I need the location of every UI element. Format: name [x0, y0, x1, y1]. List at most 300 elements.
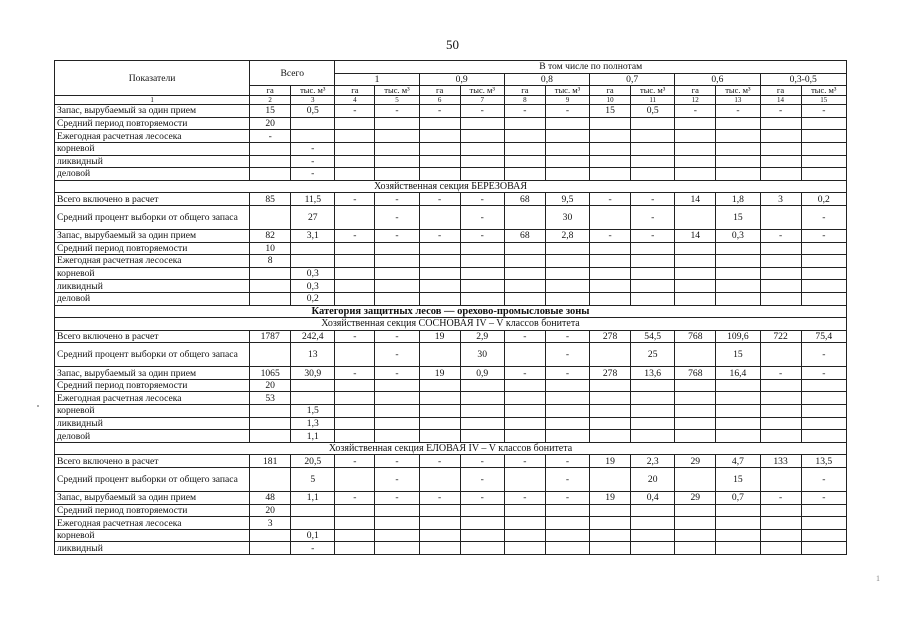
- table-cell: [545, 379, 589, 392]
- section-row: [55, 442, 847, 455]
- table-cell: -: [419, 229, 460, 242]
- table-cell: -: [291, 168, 335, 181]
- felling-table: [54, 60, 847, 555]
- table-cell: 15: [716, 205, 760, 229]
- table-cell: [675, 242, 716, 255]
- table-cell: [631, 417, 675, 430]
- table-cell: 20: [250, 504, 291, 517]
- table-cell: [631, 267, 675, 280]
- table-cell: [460, 417, 504, 430]
- table-cell: [545, 267, 589, 280]
- unit-ha-header: га: [335, 86, 375, 96]
- table-cell: [335, 468, 375, 492]
- table-row: [55, 417, 847, 430]
- table-cell: [760, 292, 801, 305]
- table-cell: [419, 504, 460, 517]
- table-cell: [419, 430, 460, 443]
- table-cell: [335, 292, 375, 305]
- table-cell: [375, 168, 419, 181]
- table-row: [55, 529, 847, 542]
- table-cell: [335, 542, 375, 555]
- row-label: корневой: [55, 405, 250, 418]
- table-cell: [504, 142, 545, 155]
- table-cell: 14: [675, 193, 716, 206]
- table-cell: [801, 117, 846, 130]
- table-cell: -: [801, 367, 846, 380]
- table-cell: 11,5: [291, 193, 335, 206]
- table-cell: [375, 255, 419, 268]
- table-cell: [716, 517, 760, 530]
- table-cell: 19: [419, 330, 460, 343]
- table-cell: 1065: [250, 367, 291, 380]
- row-label: корневой: [55, 267, 250, 280]
- unit-volume-header: тыс. м³: [631, 86, 675, 96]
- section-title: Хозяйственная секция БЕРЕЗОВАЯ: [55, 180, 847, 193]
- table-cell: [250, 267, 291, 280]
- column-number: 8: [504, 96, 545, 105]
- row-label: деловой: [55, 168, 250, 181]
- table-cell: [375, 529, 419, 542]
- table-row: [55, 367, 847, 380]
- table-cell: [801, 417, 846, 430]
- table-cell: [460, 392, 504, 405]
- table-cell: [335, 343, 375, 367]
- table-cell: [675, 155, 716, 168]
- table-cell: 1,5: [291, 405, 335, 418]
- table-cell: -: [419, 492, 460, 505]
- table-row: [55, 517, 847, 530]
- table-cell: [460, 255, 504, 268]
- table-cell: 278: [590, 330, 631, 343]
- table-cell: [250, 430, 291, 443]
- table-row: [55, 504, 847, 517]
- table-cell: [590, 267, 631, 280]
- table-cell: [419, 405, 460, 418]
- table-cell: [716, 142, 760, 155]
- table-cell: 20: [631, 468, 675, 492]
- table-cell: [291, 504, 335, 517]
- table-cell: 0,3: [291, 280, 335, 293]
- table-cell: [545, 542, 589, 555]
- table-cell: [590, 155, 631, 168]
- unit-ha-header: га: [590, 86, 631, 96]
- column-number: 2: [250, 96, 291, 105]
- table-cell: [291, 255, 335, 268]
- table-row: [55, 255, 847, 268]
- table-cell: -: [675, 105, 716, 118]
- table-cell: [460, 292, 504, 305]
- header-indicators: Показатели: [55, 61, 250, 96]
- table-cell: -: [335, 367, 375, 380]
- table-cell: [590, 130, 631, 143]
- column-number: 12: [675, 96, 716, 105]
- table-cell: [504, 504, 545, 517]
- table-cell: [504, 468, 545, 492]
- table-cell: [590, 529, 631, 542]
- column-number: 1: [55, 96, 250, 105]
- table-cell: -: [375, 455, 419, 468]
- table-row: [55, 280, 847, 293]
- table-cell: [335, 155, 375, 168]
- unit-ha-header: га: [250, 86, 291, 96]
- table-row: [55, 193, 847, 206]
- header-row-top: [55, 61, 847, 74]
- table-cell: -: [291, 142, 335, 155]
- table-cell: 242,4: [291, 330, 335, 343]
- row-label: Ежегодная расчетная лесосека: [55, 517, 250, 530]
- table-cell: [716, 267, 760, 280]
- table-cell: -: [760, 492, 801, 505]
- column-number-row: [55, 96, 847, 105]
- table-cell: [545, 155, 589, 168]
- table-cell: [760, 430, 801, 443]
- table-cell: [375, 117, 419, 130]
- table-row: [55, 117, 847, 130]
- table-cell: [504, 343, 545, 367]
- table-cell: [631, 117, 675, 130]
- table-cell: [545, 517, 589, 530]
- table-cell: -: [590, 193, 631, 206]
- table-cell: [631, 155, 675, 168]
- table-cell: [419, 542, 460, 555]
- table-cell: [590, 280, 631, 293]
- table-cell: [375, 392, 419, 405]
- table-cell: [801, 280, 846, 293]
- table-cell: [335, 142, 375, 155]
- row-label: деловой: [55, 430, 250, 443]
- table-cell: -: [291, 542, 335, 555]
- table-cell: [504, 430, 545, 443]
- table-cell: -: [801, 343, 846, 367]
- table-cell: -: [631, 205, 675, 229]
- table-cell: [419, 205, 460, 229]
- table-cell: [504, 529, 545, 542]
- column-number: 5: [375, 96, 419, 105]
- table-cell: [675, 542, 716, 555]
- table-cell: 19: [419, 367, 460, 380]
- table-cell: [460, 280, 504, 293]
- table-cell: [590, 255, 631, 268]
- table-cell: 14: [675, 229, 716, 242]
- table-cell: [760, 542, 801, 555]
- density-header: 0,6: [675, 73, 760, 86]
- table-row: [55, 142, 847, 155]
- table-row: [55, 468, 847, 492]
- table-cell: [460, 168, 504, 181]
- table-row: [55, 267, 847, 280]
- table-cell: [675, 468, 716, 492]
- table-cell: [590, 542, 631, 555]
- table-cell: [504, 205, 545, 229]
- table-cell: [590, 379, 631, 392]
- row-label: Всего включено в расчет: [55, 193, 250, 206]
- table-cell: [335, 242, 375, 255]
- table-cell: [375, 280, 419, 293]
- table-cell: [675, 292, 716, 305]
- table-cell: [460, 155, 504, 168]
- table-cell: [419, 280, 460, 293]
- table-cell: 16,4: [716, 367, 760, 380]
- table-cell: -: [335, 330, 375, 343]
- row-label: корневой: [55, 142, 250, 155]
- table-cell: [335, 417, 375, 430]
- table-cell: [375, 379, 419, 392]
- column-number: 3: [291, 96, 335, 105]
- column-number: 15: [801, 96, 846, 105]
- table-cell: [504, 155, 545, 168]
- table-cell: [375, 542, 419, 555]
- table-cell: [291, 130, 335, 143]
- table-cell: [801, 405, 846, 418]
- table-cell: [631, 255, 675, 268]
- table-cell: [760, 504, 801, 517]
- table-cell: [590, 504, 631, 517]
- table-cell: 68: [504, 229, 545, 242]
- table-cell: [335, 205, 375, 229]
- table-cell: -: [291, 155, 335, 168]
- table-cell: [675, 430, 716, 443]
- table-cell: [375, 142, 419, 155]
- table-cell: -: [545, 468, 589, 492]
- table-cell: [419, 168, 460, 181]
- table-cell: [631, 242, 675, 255]
- table-cell: -: [504, 330, 545, 343]
- table-cell: [335, 504, 375, 517]
- table-cell: -: [335, 193, 375, 206]
- table-cell: [504, 417, 545, 430]
- table-cell: 181: [250, 455, 291, 468]
- table-cell: 9,5: [545, 193, 589, 206]
- unit-volume-header: тыс. м³: [716, 86, 760, 96]
- table-row: [55, 379, 847, 392]
- table-cell: 27: [291, 205, 335, 229]
- row-label: Запас, вырубаемый за один прием: [55, 367, 250, 380]
- table-cell: [291, 517, 335, 530]
- row-label: Средний период повторяемости: [55, 379, 250, 392]
- table-cell: [419, 292, 460, 305]
- table-cell: 5: [291, 468, 335, 492]
- table-cell: [545, 168, 589, 181]
- table-cell: [760, 343, 801, 367]
- table-cell: 0,2: [801, 193, 846, 206]
- table-cell: [716, 280, 760, 293]
- table-cell: [716, 117, 760, 130]
- table-cell: [419, 517, 460, 530]
- table-cell: [760, 155, 801, 168]
- table-row: [55, 168, 847, 181]
- table-cell: -: [460, 468, 504, 492]
- row-label: Ежегодная расчетная лесосека: [55, 392, 250, 405]
- table-cell: 85: [250, 193, 291, 206]
- unit-volume-header: тыс. м³: [375, 86, 419, 96]
- table-cell: [801, 392, 846, 405]
- table-cell: [716, 130, 760, 143]
- category-title: Категория защитных лесов — орехово-промысловые зоны: [55, 305, 847, 318]
- table-cell: [760, 117, 801, 130]
- table-cell: 25: [631, 343, 675, 367]
- table-cell: [760, 242, 801, 255]
- table-cell: [675, 517, 716, 530]
- table-cell: -: [801, 205, 846, 229]
- table-cell: [631, 142, 675, 155]
- table-cell: [419, 155, 460, 168]
- table-cell: [545, 242, 589, 255]
- table-cell: [631, 292, 675, 305]
- table-cell: [335, 280, 375, 293]
- table-cell: 82: [250, 229, 291, 242]
- table-cell: [250, 529, 291, 542]
- table-cell: [631, 517, 675, 530]
- table-cell: 2,8: [545, 229, 589, 242]
- table-cell: [460, 130, 504, 143]
- table-cell: [460, 379, 504, 392]
- table-cell: [716, 392, 760, 405]
- table-cell: -: [545, 343, 589, 367]
- table-cell: [545, 255, 589, 268]
- table-cell: 278: [590, 367, 631, 380]
- table-cell: -: [460, 105, 504, 118]
- table-body: [55, 61, 847, 555]
- unit-volume-header: тыс. м³: [801, 86, 846, 96]
- table-cell: 10: [250, 242, 291, 255]
- table-cell: [590, 405, 631, 418]
- column-number: 11: [631, 96, 675, 105]
- table-cell: 13: [291, 343, 335, 367]
- table-cell: [675, 417, 716, 430]
- table-cell: 1,3: [291, 417, 335, 430]
- row-label: Средний процент выборки от общего запаса: [55, 468, 250, 492]
- table-cell: [545, 117, 589, 130]
- table-cell: [250, 542, 291, 555]
- table-cell: [335, 267, 375, 280]
- table-cell: [760, 205, 801, 229]
- table-cell: [460, 142, 504, 155]
- table-cell: 15: [716, 468, 760, 492]
- table-cell: [375, 517, 419, 530]
- table-cell: [375, 504, 419, 517]
- table-cell: [801, 430, 846, 443]
- table-cell: [419, 417, 460, 430]
- unit-ha-header: га: [675, 86, 716, 96]
- row-label: Всего включено в расчет: [55, 330, 250, 343]
- table-cell: [504, 392, 545, 405]
- row-label: Запас, вырубаемый за один прием: [55, 229, 250, 242]
- table-cell: [801, 542, 846, 555]
- table-cell: [716, 430, 760, 443]
- table-cell: -: [460, 492, 504, 505]
- table-cell: [250, 168, 291, 181]
- table-cell: [545, 280, 589, 293]
- table-cell: [631, 405, 675, 418]
- section-row: [55, 180, 847, 193]
- table-cell: -: [545, 455, 589, 468]
- table-cell: [801, 529, 846, 542]
- table-cell: -: [460, 193, 504, 206]
- table-cell: [590, 142, 631, 155]
- table-cell: 30,9: [291, 367, 335, 380]
- table-cell: 48: [250, 492, 291, 505]
- table-cell: 1,8: [716, 193, 760, 206]
- table-cell: -: [375, 193, 419, 206]
- table-row: [55, 155, 847, 168]
- table-cell: [760, 517, 801, 530]
- row-label: ликвидный: [55, 542, 250, 555]
- table-row: [55, 292, 847, 305]
- table-row: [55, 492, 847, 505]
- table-cell: [335, 130, 375, 143]
- table-cell: [419, 392, 460, 405]
- table-cell: 2,3: [631, 455, 675, 468]
- table-cell: 109,6: [716, 330, 760, 343]
- table-cell: 54,5: [631, 330, 675, 343]
- table-cell: 13,5: [801, 455, 846, 468]
- table-cell: -: [335, 229, 375, 242]
- row-label: Запас, вырубаемый за один прием: [55, 492, 250, 505]
- table-row: [55, 455, 847, 468]
- table-cell: [675, 267, 716, 280]
- table-cell: 0,9: [460, 367, 504, 380]
- column-number: 4: [335, 96, 375, 105]
- table-row: [55, 542, 847, 555]
- page-number: 50: [446, 37, 459, 52]
- table-cell: [335, 517, 375, 530]
- table-cell: -: [504, 455, 545, 468]
- table-cell: [631, 392, 675, 405]
- table-cell: [460, 117, 504, 130]
- table-cell: 13,6: [631, 367, 675, 380]
- section-title: Хозяйственная секция ЕЛОВАЯ IV – V классов бонитета: [55, 442, 847, 455]
- table-cell: -: [335, 492, 375, 505]
- table-cell: [590, 292, 631, 305]
- edge-dot: [37, 405, 39, 407]
- row-label: Всего включено в расчет: [55, 455, 250, 468]
- table-row: [55, 229, 847, 242]
- column-number: 6: [419, 96, 460, 105]
- table-cell: [460, 529, 504, 542]
- table-cell: [590, 205, 631, 229]
- table-cell: -: [375, 343, 419, 367]
- row-label: ликвидный: [55, 417, 250, 430]
- table-cell: [760, 267, 801, 280]
- column-number: 7: [460, 96, 504, 105]
- table-cell: [801, 504, 846, 517]
- table-row: [55, 392, 847, 405]
- table-cell: [631, 280, 675, 293]
- table-cell: [375, 130, 419, 143]
- table-cell: [590, 242, 631, 255]
- table-cell: -: [335, 455, 375, 468]
- table-cell: -: [716, 105, 760, 118]
- table-cell: [545, 430, 589, 443]
- table-cell: [716, 292, 760, 305]
- table-cell: -: [631, 193, 675, 206]
- table-cell: 1787: [250, 330, 291, 343]
- column-number: 9: [545, 96, 589, 105]
- table-cell: -: [460, 229, 504, 242]
- table-cell: -: [419, 193, 460, 206]
- table-row: [55, 130, 847, 143]
- row-label: Средний процент выборки от общего запаса: [55, 205, 250, 229]
- table-cell: [419, 529, 460, 542]
- table-cell: 20: [250, 379, 291, 392]
- table-cell: -: [375, 205, 419, 229]
- table-cell: [250, 417, 291, 430]
- table-row: [55, 330, 847, 343]
- density-header: 0,9: [419, 73, 504, 86]
- table-cell: [675, 168, 716, 181]
- table-cell: [631, 529, 675, 542]
- table-cell: -: [504, 367, 545, 380]
